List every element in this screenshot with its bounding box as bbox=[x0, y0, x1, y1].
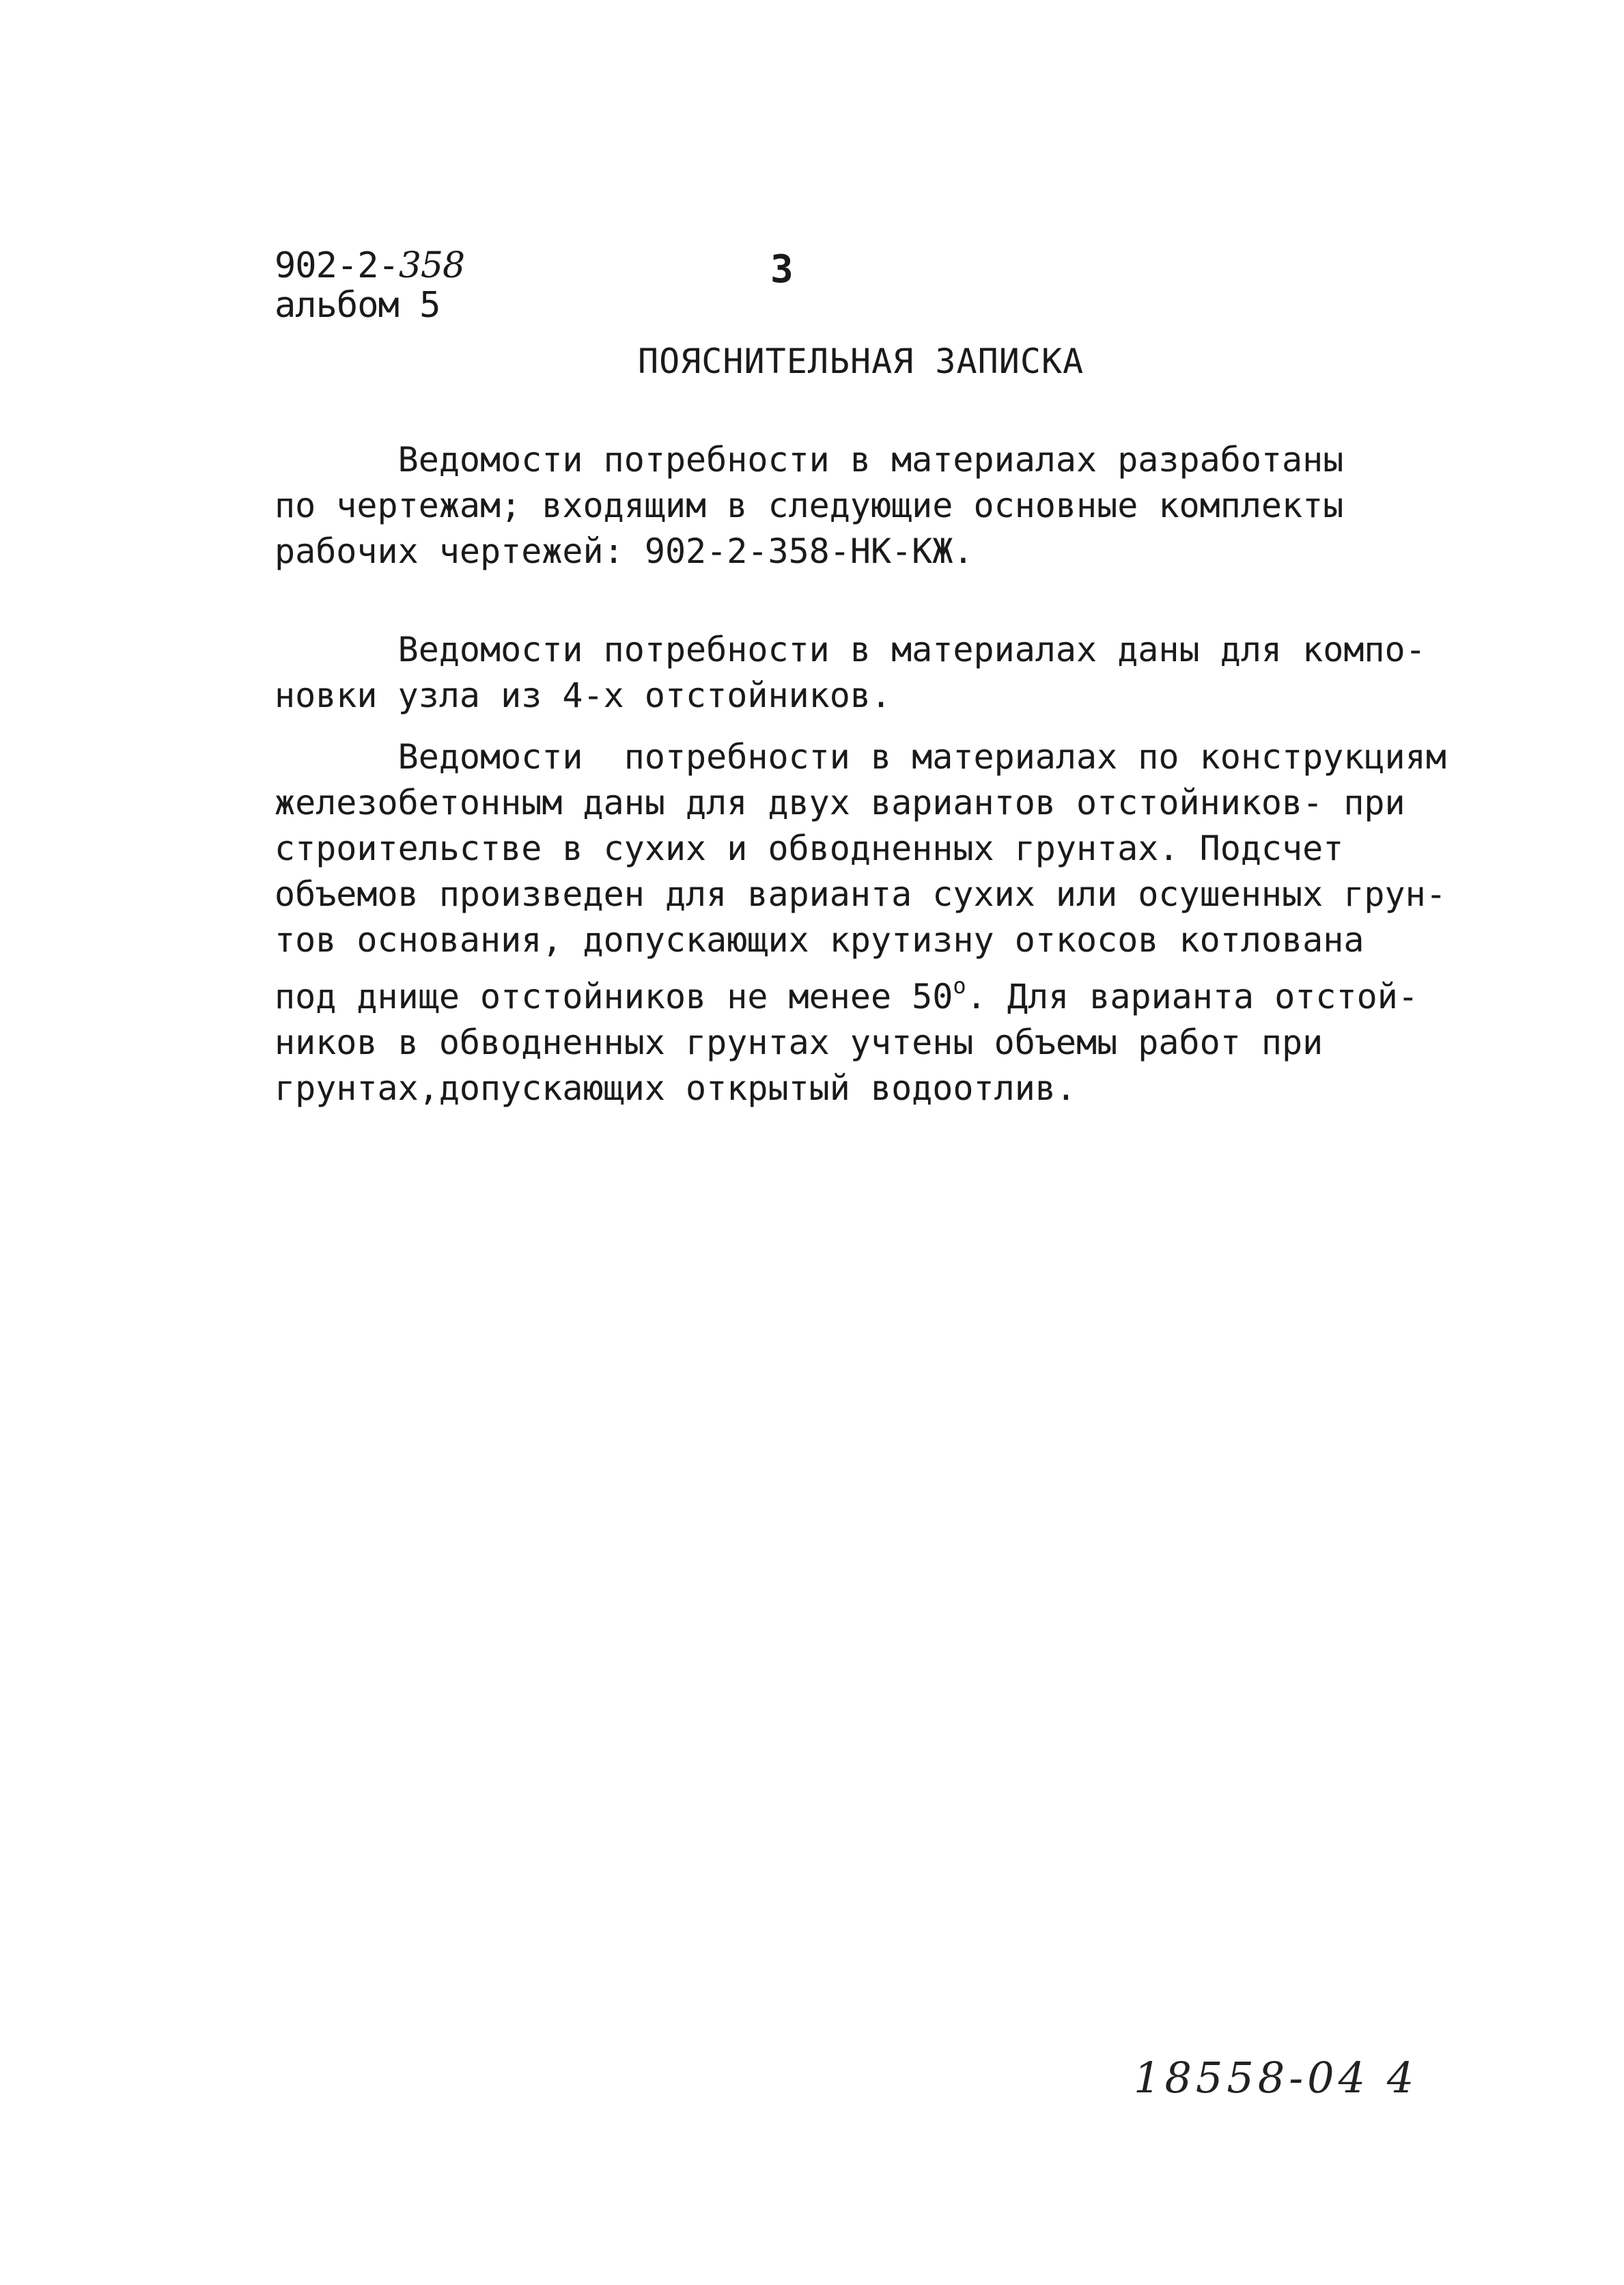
paragraph-line: тов основания, допускающих крутизну откосов котлована bbox=[275, 920, 1364, 960]
paragraph-line: объемов произведен для варианта сухих или осушенных грун- bbox=[275, 874, 1446, 914]
section-title: ПОЯСНИТЕЛЬНАЯ ЗАПИСКА bbox=[638, 342, 1084, 381]
paragraph-line: Ведомости потребности в материалах разработаны bbox=[275, 440, 1344, 480]
document-code-prefix: 902-2- bbox=[275, 245, 399, 286]
paragraph-line: рабочих чертежей: 902-2-358-НК-КЖ. bbox=[275, 531, 974, 571]
paragraph-line-with-degree bbox=[275, 963, 1418, 1020]
paragraph-line: Ведомости потребности в материалах даны для компо- bbox=[275, 630, 1426, 669]
line-text: под днище отстойников не менее 50 bbox=[275, 977, 953, 1016]
paragraph-line: грунтах,допускающих открытый водоотлив. bbox=[275, 1068, 1076, 1108]
paragraph-line: строительстве в сухих и обводненных грунтах. Подсчет bbox=[275, 829, 1344, 868]
line-text: . Для варианта отстой- bbox=[966, 977, 1418, 1016]
paragraph-line: железобетонным даны для двух вариантов отстойников- при bbox=[275, 783, 1405, 822]
document-code bbox=[275, 246, 464, 286]
paragraph-1 bbox=[275, 437, 1395, 574]
album-label: альбом 5 bbox=[275, 285, 440, 326]
paragraph-2 bbox=[275, 627, 1426, 719]
document-code-block bbox=[275, 246, 464, 325]
paragraph-line: Ведомости потребности в материалах по конструкциям bbox=[275, 737, 1446, 777]
degree-superscript: о bbox=[953, 973, 966, 999]
paragraph-line: новки узла из 4-х отстойников. bbox=[275, 676, 892, 715]
page-number: 3 bbox=[770, 247, 794, 292]
paragraph-3 bbox=[275, 734, 1446, 1111]
paragraph-line: по чертежам; входящим в следующие основные комплекты bbox=[275, 486, 1344, 525]
paragraph-line: ников в обводненных грунтах учтены объемы работ при bbox=[275, 1023, 1324, 1062]
document-code-number: 358 bbox=[398, 245, 465, 286]
handwritten-inventory-number: 18558-04 4 bbox=[1134, 2053, 1418, 2103]
